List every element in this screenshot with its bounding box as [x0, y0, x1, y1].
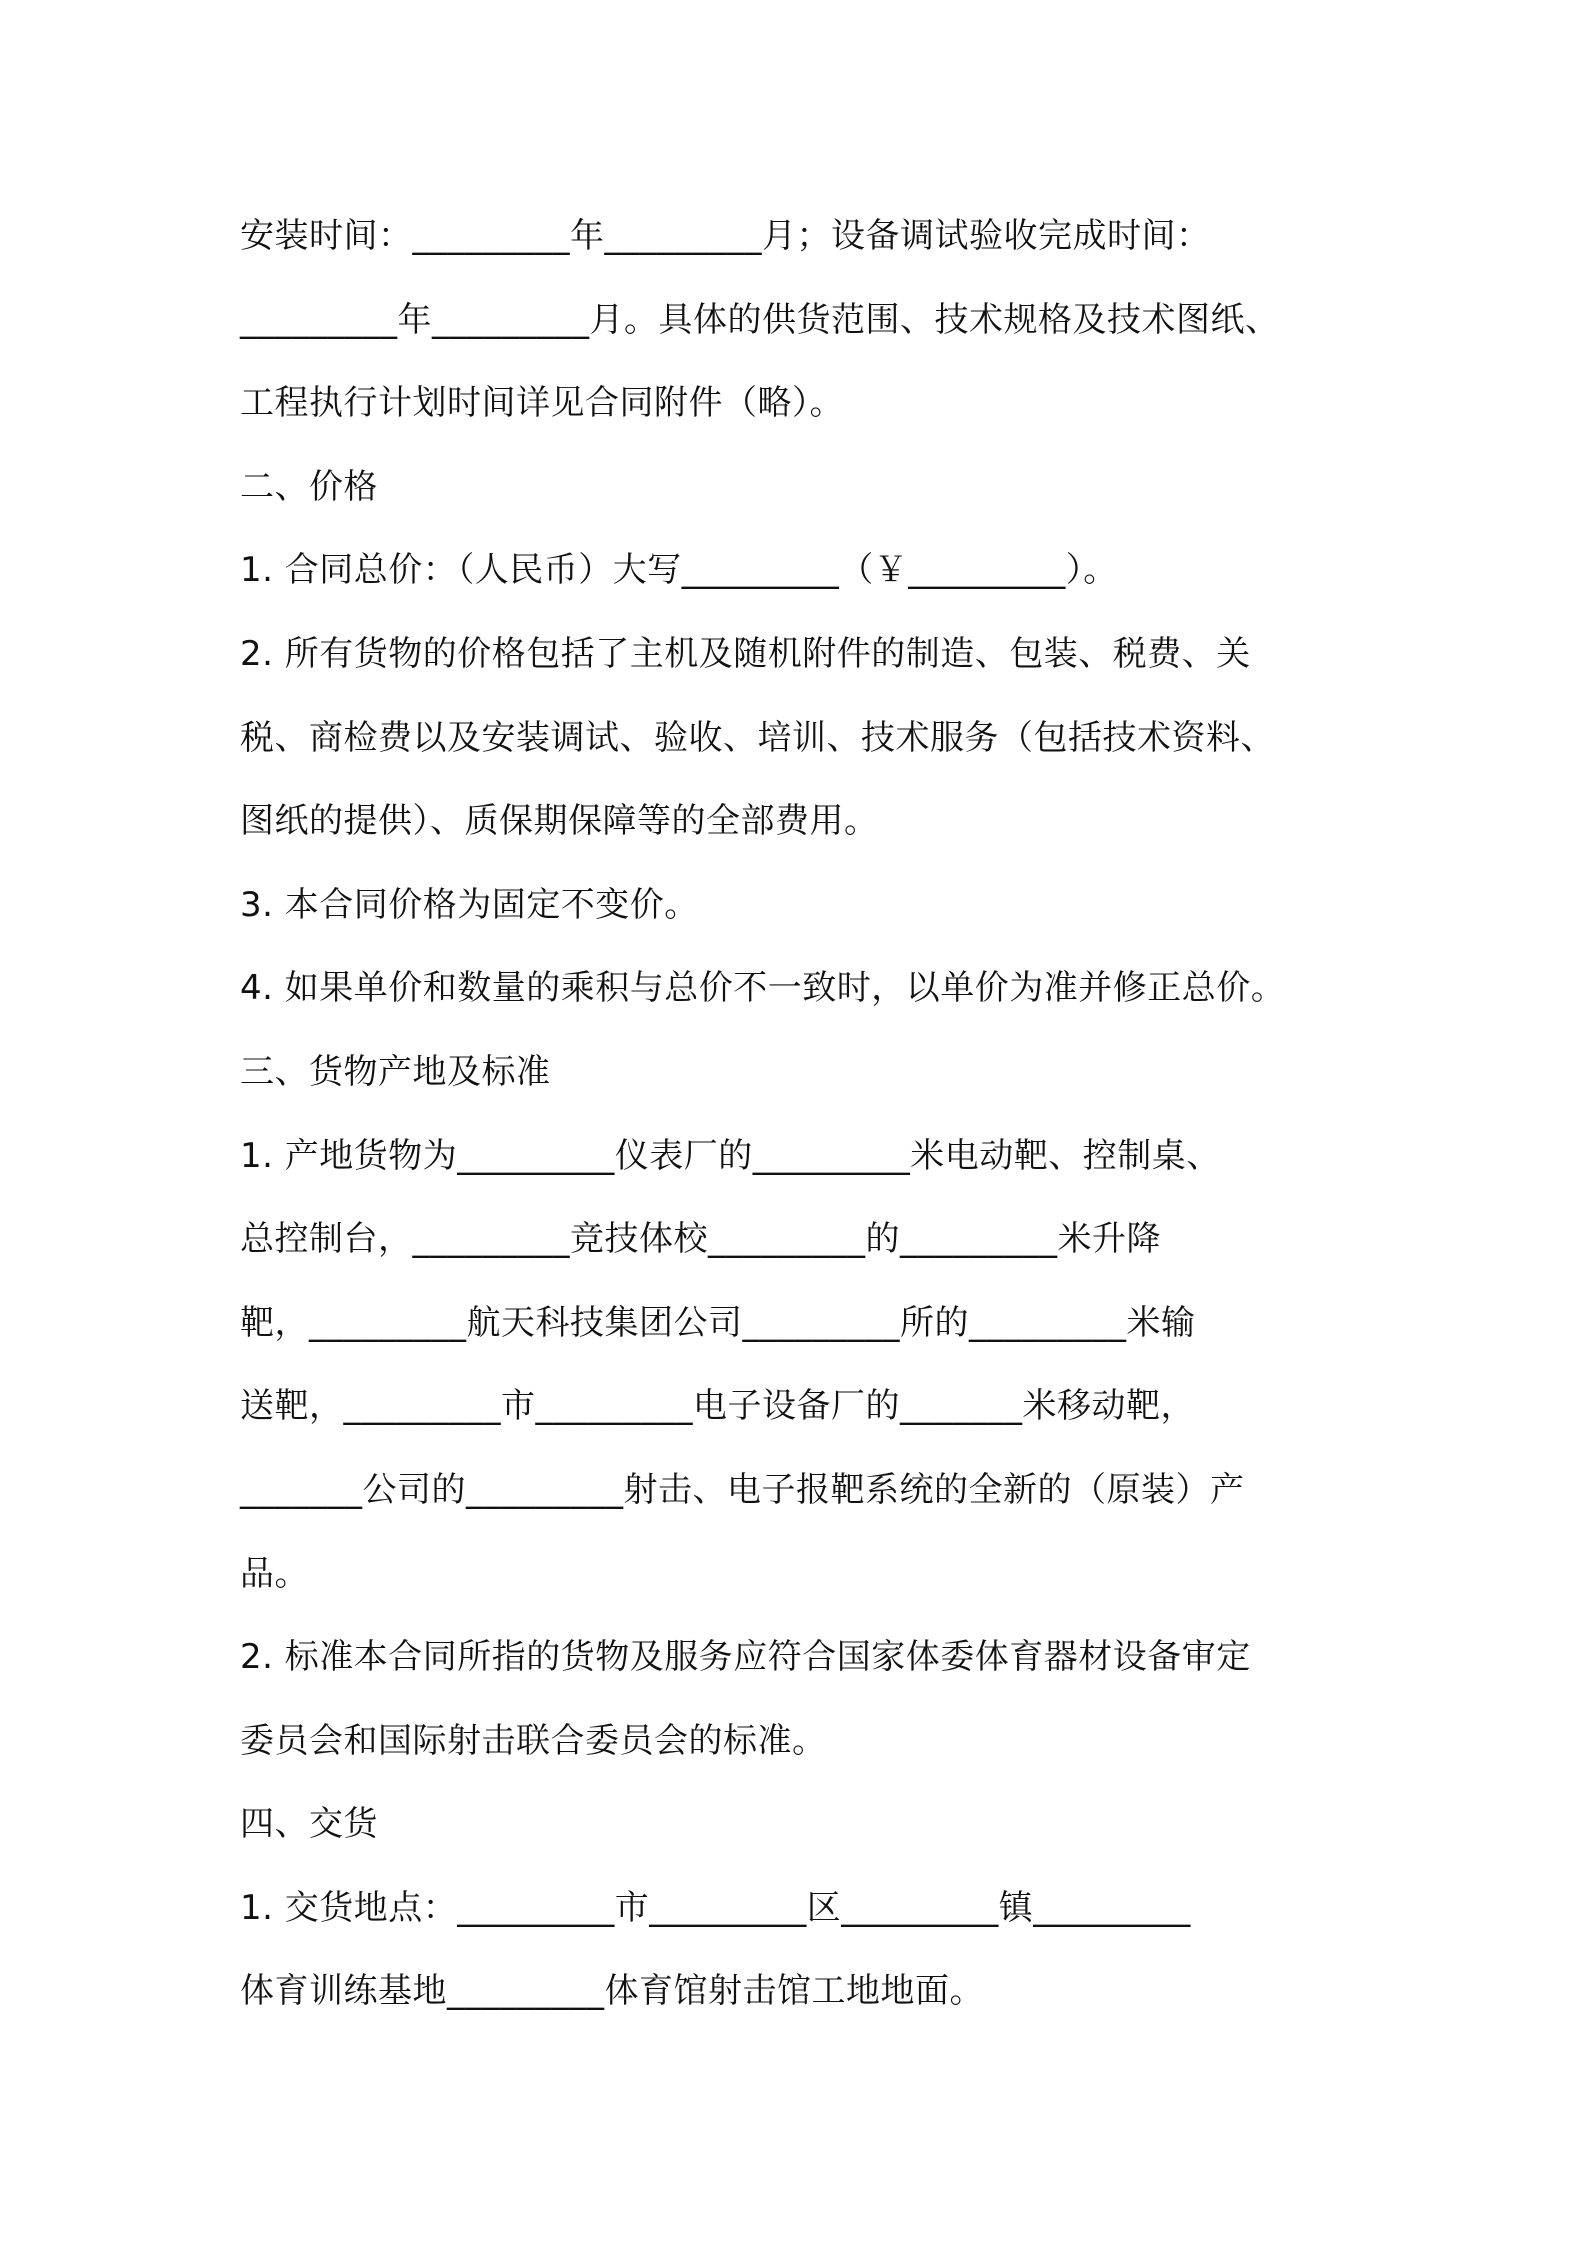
clause-origin-1-line-4: 送靶，_________市_________电子设备厂的_______米移动靶， — [240, 1386, 1195, 1427]
clause-price-2-line-3: 图纸的提供）、质保期保障等的全部费用。 — [240, 801, 879, 842]
document-body — [240, 195, 1360, 2034]
text-line-supply-scope: _________年_________月。具体的供货范围、技术规格及技术图纸、 — [240, 299, 1280, 340]
clause-origin-1-line-2: 总控制台，_________竞技体校_________的_________米升降 — [240, 1219, 1161, 1260]
section-heading-price: 二、价格 — [240, 466, 378, 507]
clause-origin-1-line-1: 1. 产地货物为_________仪表厂的_________米电动靶、控制桌、 — [240, 1135, 1221, 1176]
clause-origin-1-line-3: 靶，_________航天科技集团公司_________所的_________米输 — [240, 1302, 1196, 1343]
clause-price-2-line-1: 2. 所有货物的价格包括了主机及随机附件的制造、包装、税费、关 — [240, 633, 1251, 674]
clause-price-4: 4. 如果单价和数量的乘积与总价不一致时，以单价为准并修正总价。 — [240, 968, 1286, 1009]
clause-delivery-1-line-2: 体育训练基地_________体育馆射击馆工地地面。 — [240, 1971, 984, 2012]
section-heading-delivery: 四、交货 — [240, 1804, 378, 1845]
clause-standard-2-line-2: 委员会和国际射击联合委员会的标准。 — [240, 1720, 827, 1761]
clause-price-3: 3. 本合同价格为固定不变价。 — [240, 884, 699, 925]
text-line-installation-time: 安装时间：_________年_________月；设备调试验收完成时间： — [240, 216, 1211, 256]
clause-delivery-1-line-1: 1. 交货地点：_________市_________区_________镇_________ — [240, 1887, 1191, 1928]
clause-price-1: 1. 合同总价：（人民币）大写_________（￥_________）。 — [240, 550, 1118, 591]
text-line-schedule-appendix: 工程执行计划时间详见合同附件（略）。 — [240, 383, 844, 424]
clause-origin-1-line-5: _______公司的_________射击、电子报靶系统的全新的（原装）产 — [240, 1469, 1245, 1510]
section-heading-origin-standard: 三、货物产地及标准 — [240, 1051, 551, 1092]
clause-standard-2-line-1: 2. 标准本合同所指的货物及服务应符合国家体委体育器材设备审定 — [240, 1637, 1251, 1678]
clause-price-2-line-2: 税、商检费以及安装调试、验收、培训、技术服务（包括技术资料、 — [240, 717, 1275, 758]
clause-origin-1-line-6: 品。 — [240, 1553, 309, 1594]
